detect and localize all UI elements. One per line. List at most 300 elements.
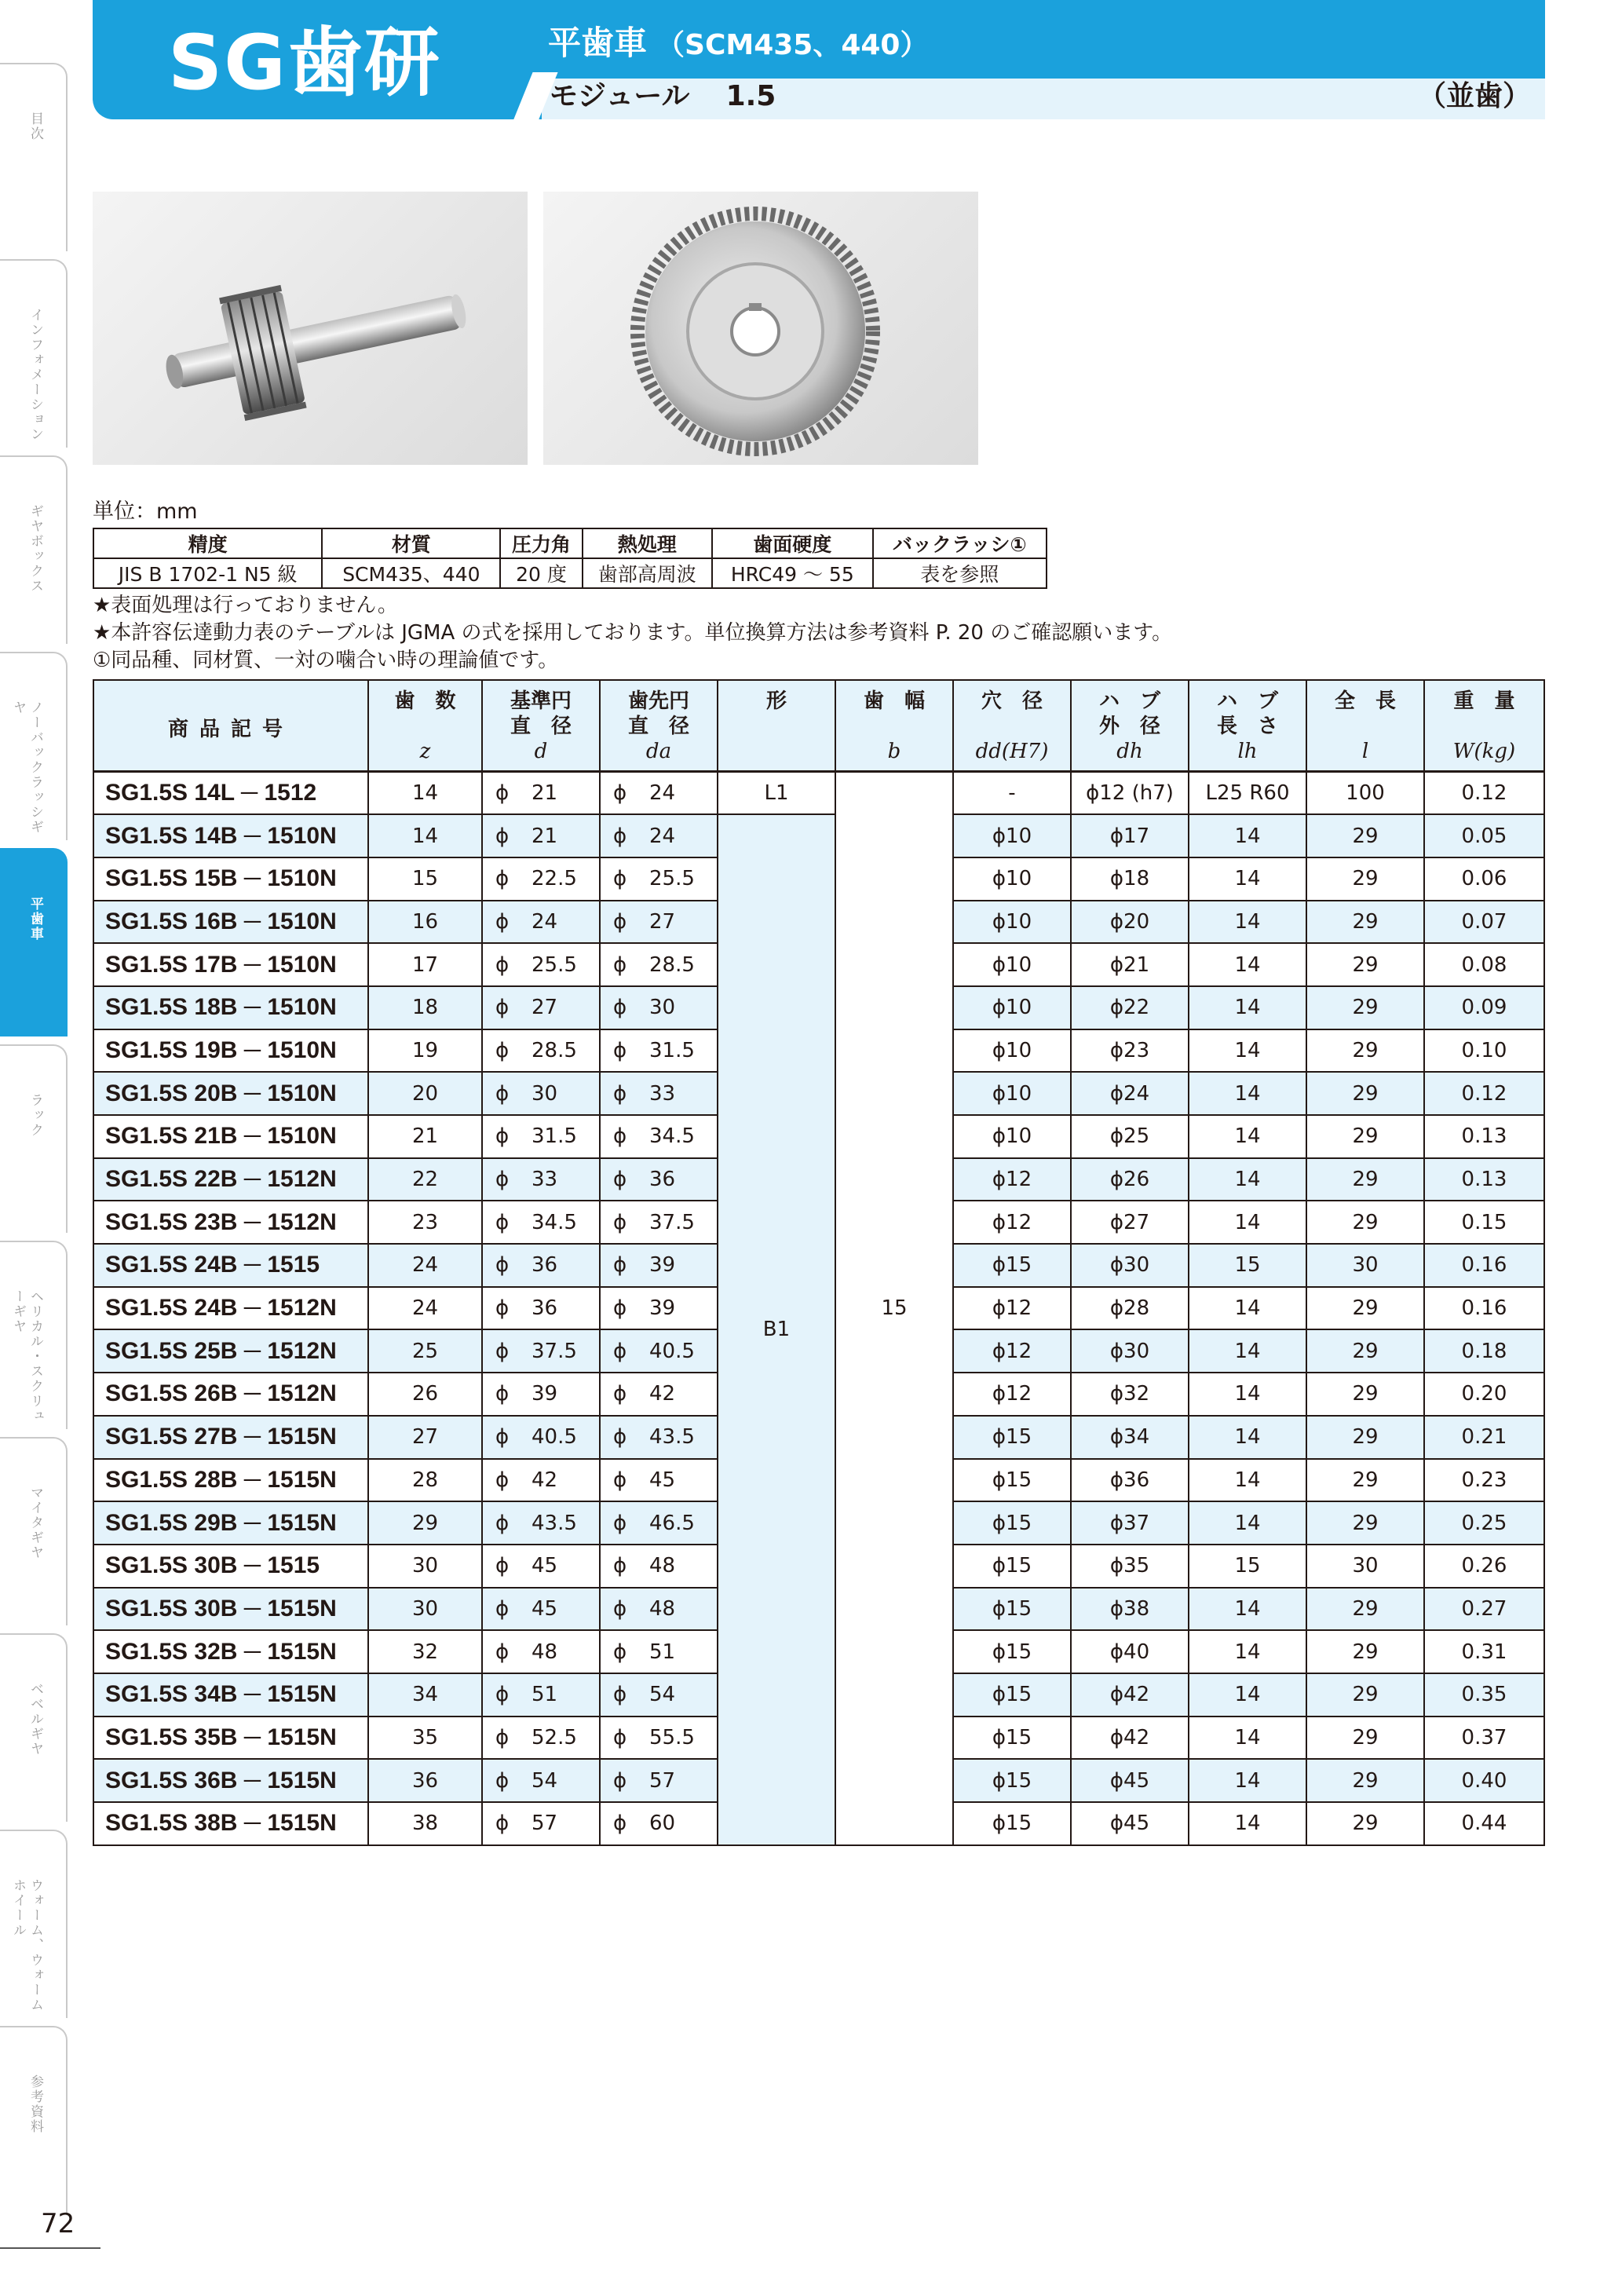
cell-weight: 0.21: [1424, 1416, 1544, 1459]
cell-value: 24: [649, 781, 676, 806]
page-title: SG歯研: [168, 19, 441, 107]
cell-tip-dia: [600, 1244, 718, 1287]
side-tab-5[interactable]: [0, 848, 68, 1036]
symbol-face: b: [835, 739, 953, 772]
cell-value: 28.5: [649, 952, 695, 977]
cell-weight: 0.08: [1424, 943, 1544, 986]
header-pitch-line2: 直 径: [510, 715, 572, 738]
side-tab-4[interactable]: [0, 652, 68, 840]
phi-symbol: ϕ: [495, 1554, 510, 1578]
side-tab-9[interactable]: [0, 1633, 68, 1822]
side-tab-label: ベベルギヤ: [27, 1682, 43, 1757]
cell-tip-dia: [600, 1673, 718, 1717]
phi-symbol: ϕ: [613, 1339, 627, 1363]
cell-tip-dia: [600, 1459, 718, 1502]
cell-length: 29: [1306, 1459, 1424, 1502]
cell-tip-dia: [600, 1416, 718, 1459]
table-row: [93, 772, 1544, 815]
cell-value: 57: [649, 1768, 676, 1793]
cell-bore: ϕ15: [953, 1459, 1071, 1502]
cell-weight: 0.18: [1424, 1329, 1544, 1373]
cell-code: SG1.5S 19B ─ 1510N: [93, 1029, 368, 1073]
cell-bore: ϕ10: [953, 814, 1071, 857]
cell-value: 42: [532, 1468, 558, 1492]
cell-hub-len: 14: [1189, 814, 1306, 857]
side-tab-2[interactable]: [0, 259, 68, 448]
cell-value: 54: [649, 1683, 676, 1707]
header-tip-line1: 歯先円: [627, 689, 689, 713]
cell-hub-od: ϕ37: [1071, 1501, 1189, 1545]
spur-gear-photo: [543, 192, 978, 465]
cell-bore: ϕ10: [953, 1115, 1071, 1158]
cell-tip-dia: [600, 1501, 718, 1545]
cell-weight: 0.10: [1424, 1029, 1544, 1073]
cell-value: 33: [649, 1081, 676, 1106]
cell-pitch-dia: [482, 1501, 600, 1545]
phi-symbol: ϕ: [495, 1425, 510, 1450]
header-teeth: 歯 数: [368, 680, 482, 739]
cell-weight: 0.05: [1424, 814, 1544, 857]
cell-hub-len: 14: [1189, 1588, 1306, 1631]
cell-value: 45: [649, 1468, 676, 1492]
cell-length: 29: [1306, 943, 1424, 986]
cell-code: SG1.5S 16B ─ 1510N: [93, 901, 368, 944]
cell-code: SG1.5S 21B ─ 1510N: [93, 1115, 368, 1158]
cell-bore: ϕ10: [953, 986, 1071, 1029]
cell-tip-dia: [600, 1072, 718, 1115]
cell-hub-len: 14: [1189, 1416, 1306, 1459]
table-header-row: [93, 680, 1544, 739]
cell-tip-dia: [600, 1329, 718, 1373]
cell-code: SG1.5S 34B ─ 1515N: [93, 1673, 368, 1717]
cell-hub-len: 14: [1189, 1201, 1306, 1244]
cell-value: 42: [649, 1382, 676, 1406]
cell-length: 29: [1306, 814, 1424, 857]
cell-hub-od: ϕ26: [1071, 1158, 1189, 1201]
cell-pitch-dia: [482, 772, 600, 815]
cell-teeth: 38: [368, 1802, 482, 1845]
cell-value: 34.5: [532, 1210, 577, 1234]
cell-bore: ϕ12: [953, 1158, 1071, 1201]
side-tab-label: 目次: [27, 112, 43, 141]
cell-value: 46.5: [649, 1511, 695, 1535]
cell-code: SG1.5S 30B ─ 1515: [93, 1545, 368, 1588]
cell-pitch-dia: [482, 1717, 600, 1760]
cell-face-width: 15: [835, 772, 953, 1845]
header-tip-line2: 直 径: [627, 715, 689, 738]
phi-symbol: ϕ: [613, 1725, 627, 1749]
phi-symbol: ϕ: [613, 1511, 627, 1535]
cell-hub-len: 15: [1189, 1545, 1306, 1588]
spec-value-cell: HRC49 ～ 55: [712, 558, 873, 588]
cell-shape: L1: [718, 772, 835, 815]
cell-hub-od: ϕ27: [1071, 1201, 1189, 1244]
cell-weight: 0.06: [1424, 857, 1544, 901]
cell-value: 31.5: [649, 1038, 695, 1062]
cell-bore: ϕ10: [953, 943, 1071, 986]
cell-pitch-dia: [482, 1244, 600, 1287]
side-tab-6[interactable]: [0, 1044, 68, 1233]
cell-value: 51: [532, 1683, 558, 1707]
phi-symbol: ϕ: [495, 1124, 510, 1149]
cell-tip-dia: [600, 1115, 718, 1158]
header-bore: 穴 径: [953, 680, 1071, 739]
side-tab-11[interactable]: [0, 2026, 68, 2214]
cell-value: 30: [649, 996, 676, 1020]
cell-value: 57: [532, 1812, 558, 1836]
cell-bore: ϕ15: [953, 1802, 1071, 1845]
cell-hub-len: 14: [1189, 1329, 1306, 1373]
phi-symbol: ϕ: [613, 1425, 627, 1450]
side-tab-1[interactable]: [0, 63, 68, 251]
cell-value: 27: [649, 909, 676, 934]
cell-code: SG1.5S 30B ─ 1515N: [93, 1588, 368, 1631]
cell-value: 25.5: [649, 867, 695, 891]
cell-hub-od: ϕ45: [1071, 1759, 1189, 1802]
symbol-shape: [718, 739, 835, 772]
cell-weight: 0.27: [1424, 1588, 1544, 1631]
cell-hub-len: 14: [1189, 1115, 1306, 1158]
spec-header-cell: バックラッシ①: [873, 528, 1047, 558]
cell-tip-dia: [600, 1588, 718, 1631]
cell-bore: ϕ12: [953, 1287, 1071, 1330]
header-hub-od: [1071, 680, 1189, 739]
symbol-tip: da: [600, 739, 718, 772]
cell-hub-len: 14: [1189, 1501, 1306, 1545]
cell-hub-od: ϕ18: [1071, 857, 1189, 901]
phi-symbol: ϕ: [495, 1725, 510, 1749]
cell-value: 33: [532, 1168, 558, 1192]
symbol-pitch: d: [482, 739, 600, 772]
phi-symbol: ϕ: [495, 1382, 510, 1406]
cell-length: 29: [1306, 1802, 1424, 1845]
cell-value: 24: [532, 909, 558, 934]
cell-length: 29: [1306, 1717, 1424, 1760]
page-number-rule: [0, 2247, 100, 2249]
side-tab-10[interactable]: [0, 1830, 68, 2018]
cell-weight: 0.44: [1424, 1802, 1544, 1845]
header-hub-len: [1189, 680, 1306, 739]
cell-weight: 0.09: [1424, 986, 1544, 1029]
phi-symbol: ϕ: [495, 1210, 510, 1234]
cell-value: 45: [532, 1596, 558, 1621]
cell-pitch-dia: [482, 943, 600, 986]
cell-tip-dia: [600, 1545, 718, 1588]
cell-hub-len: L25 R60: [1189, 772, 1306, 815]
header-face: 歯 幅: [835, 680, 953, 739]
cell-code: SG1.5S 24B ─ 1512N: [93, 1287, 368, 1330]
cell-hub-len: 14: [1189, 1072, 1306, 1115]
phi-symbol: ϕ: [613, 1554, 627, 1578]
cell-pitch-dia: [482, 1287, 600, 1330]
cell-code: SG1.5S 22B ─ 1512N: [93, 1158, 368, 1201]
side-tab-3[interactable]: [0, 455, 68, 644]
cell-teeth: 20: [368, 1072, 482, 1115]
symbol-teeth: z: [368, 739, 482, 772]
cell-bore: ϕ12: [953, 1373, 1071, 1416]
spec-value-cell: 表を参照: [873, 558, 1047, 588]
cell-teeth: 30: [368, 1588, 482, 1631]
phi-symbol: ϕ: [613, 1124, 627, 1149]
cell-hub-od: ϕ12 (h7): [1071, 772, 1189, 815]
side-tab-label: ノーバックラッシギヤ: [10, 700, 43, 835]
phi-symbol: ϕ: [495, 781, 510, 806]
cell-pitch-dia: [482, 1416, 600, 1459]
side-tab-7[interactable]: [0, 1241, 68, 1429]
cell-pitch-dia: [482, 1201, 600, 1244]
cell-tip-dia: [600, 1759, 718, 1802]
header-hub-od-line1: ハ ブ: [1098, 689, 1160, 713]
cell-teeth: 18: [368, 986, 482, 1029]
cell-value: 60: [649, 1812, 676, 1836]
note-1: ★表面処理は行っておりません。: [93, 594, 398, 617]
phi-symbol: ϕ: [495, 1640, 510, 1664]
cell-weight: 0.12: [1424, 1072, 1544, 1115]
phi-symbol: ϕ: [613, 909, 627, 934]
cell-bore: ϕ10: [953, 1029, 1071, 1073]
cell-hub-len: 14: [1189, 1459, 1306, 1502]
module-heading: [550, 77, 776, 116]
phi-symbol: ϕ: [495, 1468, 510, 1492]
cell-length: 30: [1306, 1545, 1424, 1588]
symbol-weight: W(kg): [1424, 739, 1544, 772]
cell-length: 29: [1306, 1329, 1424, 1373]
cell-hub-len: 14: [1189, 901, 1306, 944]
cell-weight: 0.13: [1424, 1158, 1544, 1201]
cell-weight: 0.23: [1424, 1459, 1544, 1502]
product-heading: [548, 24, 928, 65]
phi-symbol: ϕ: [495, 1168, 510, 1192]
table-row: [93, 814, 1544, 857]
spec-value-cell: SCM435、440: [322, 558, 500, 588]
cell-bore: ϕ15: [953, 1673, 1071, 1717]
phi-symbol: ϕ: [613, 1296, 627, 1321]
cell-bore: ϕ15: [953, 1501, 1071, 1545]
cell-hub-len: 14: [1189, 1759, 1306, 1802]
cell-length: 29: [1306, 1373, 1424, 1416]
cell-value: 28.5: [532, 1038, 577, 1062]
symbol-length: l: [1306, 739, 1424, 772]
cell-code: SG1.5S 36B ─ 1515N: [93, 1759, 368, 1802]
phi-symbol: ϕ: [495, 1339, 510, 1363]
cell-code: SG1.5S 35B ─ 1515N: [93, 1717, 368, 1760]
cell-hub-od: ϕ32: [1071, 1373, 1189, 1416]
side-tab-label: ギヤボックス: [27, 504, 43, 594]
cell-value: 54: [532, 1768, 558, 1793]
spec-value-cell: 20 度: [500, 558, 582, 588]
cell-value: 34.5: [649, 1124, 695, 1149]
cell-value: 36: [532, 1253, 558, 1278]
phi-symbol: ϕ: [495, 1511, 510, 1535]
cell-hub-od: ϕ30: [1071, 1244, 1189, 1287]
cell-weight: 0.12: [1424, 772, 1544, 815]
cell-weight: 0.20: [1424, 1373, 1544, 1416]
cell-pitch-dia: [482, 1588, 600, 1631]
cell-value: 45: [532, 1554, 558, 1578]
phi-symbol: ϕ: [495, 952, 510, 977]
cell-value: 43.5: [532, 1511, 577, 1535]
cell-pitch-dia: [482, 1029, 600, 1073]
cell-hub-od: ϕ25: [1071, 1115, 1189, 1158]
cell-length: 29: [1306, 1501, 1424, 1545]
cell-value: 24: [649, 824, 676, 848]
cell-bore: ϕ15: [953, 1759, 1071, 1802]
cell-tip-dia: [600, 1717, 718, 1760]
cell-hub-len: 14: [1189, 943, 1306, 986]
phi-symbol: ϕ: [613, 1382, 627, 1406]
cell-teeth: 19: [368, 1029, 482, 1073]
cell-tip-dia: [600, 1373, 718, 1416]
cell-tip-dia: [600, 1630, 718, 1673]
cell-hub-len: 14: [1189, 857, 1306, 901]
cell-value: 39: [649, 1253, 676, 1278]
cell-teeth: 21: [368, 1115, 482, 1158]
cell-pitch-dia: [482, 1115, 600, 1158]
cell-tip-dia: [600, 814, 718, 857]
cell-hub-len: 14: [1189, 1287, 1306, 1330]
cell-teeth: 26: [368, 1373, 482, 1416]
cell-code: SG1.5S 14L ─ 1512: [93, 772, 368, 815]
cell-code: SG1.5S 38B ─ 1515N: [93, 1802, 368, 1845]
cell-value: 25.5: [532, 952, 577, 977]
spec-header-row: [93, 528, 1047, 558]
cell-teeth: 23: [368, 1201, 482, 1244]
cell-teeth: 32: [368, 1630, 482, 1673]
cell-value: 48: [649, 1596, 676, 1621]
cell-value: 30: [532, 1081, 558, 1106]
phi-symbol: ϕ: [613, 952, 627, 977]
cell-length: 100: [1306, 772, 1424, 815]
cell-length: 29: [1306, 1115, 1424, 1158]
cell-hub-len: 14: [1189, 986, 1306, 1029]
cell-weight: 0.37: [1424, 1717, 1544, 1760]
cell-value: 39: [649, 1296, 676, 1321]
cell-hub-od: ϕ42: [1071, 1717, 1189, 1760]
cell-pitch-dia: [482, 986, 600, 1029]
cell-length: 29: [1306, 1630, 1424, 1673]
phi-symbol: ϕ: [613, 1768, 627, 1793]
cell-value: 36: [649, 1168, 676, 1192]
cell-code: SG1.5S 28B ─ 1515N: [93, 1459, 368, 1502]
cell-tip-dia: [600, 1201, 718, 1244]
phi-symbol: ϕ: [495, 1596, 510, 1621]
cell-length: 29: [1306, 1158, 1424, 1201]
phi-symbol: ϕ: [613, 1210, 627, 1234]
cell-value: 37.5: [532, 1339, 577, 1363]
side-tab-label: ラック: [27, 1093, 43, 1138]
cell-pitch-dia: [482, 1373, 600, 1416]
cell-teeth: 16: [368, 901, 482, 944]
cell-pitch-dia: [482, 1158, 600, 1201]
phi-symbol: ϕ: [613, 1468, 627, 1492]
header-pitch-line1: 基準円: [510, 689, 572, 713]
spec-header-cell: 圧力角: [500, 528, 582, 558]
cell-value: 27: [532, 996, 558, 1020]
cell-value: 43.5: [649, 1425, 695, 1450]
shaft-gear-illustration: [93, 192, 528, 465]
cell-hub-od: ϕ23: [1071, 1029, 1189, 1073]
cell-teeth: 27: [368, 1416, 482, 1459]
cell-hub-len: 14: [1189, 1673, 1306, 1717]
side-tab-label: インフォメーション: [27, 308, 43, 442]
phi-symbol: ϕ: [495, 1296, 510, 1321]
cell-code: SG1.5S 15B ─ 1510N: [93, 857, 368, 901]
cell-hub-od: ϕ42: [1071, 1673, 1189, 1717]
header-code: 商品記号: [93, 680, 368, 772]
cell-shape: B1: [718, 814, 835, 1845]
spec-table: [93, 528, 1047, 589]
phi-symbol: ϕ: [613, 1168, 627, 1192]
cell-bore: ϕ12: [953, 1329, 1071, 1373]
cell-teeth: 36: [368, 1759, 482, 1802]
cell-value: 31.5: [532, 1124, 577, 1149]
side-tab-8[interactable]: [0, 1437, 68, 1625]
cell-teeth: 24: [368, 1287, 482, 1330]
cell-weight: 0.35: [1424, 1673, 1544, 1717]
note-2: ★本許容伝達動力表のテーブルは JGMA の式を採用しております。単位換算方法は参考資料 P. 20 のご確認願います。: [93, 621, 1173, 645]
cell-bore: ϕ12: [953, 1201, 1071, 1244]
cell-value: 37.5: [649, 1210, 695, 1234]
cell-length: 29: [1306, 1072, 1424, 1115]
cell-hub-od: ϕ22: [1071, 986, 1189, 1029]
cell-weight: 0.15: [1424, 1201, 1544, 1244]
phi-symbol: ϕ: [495, 824, 510, 848]
cell-length: 29: [1306, 1287, 1424, 1330]
spec-value-row: [93, 558, 1047, 588]
side-tab-label: ヘリカル・スクリューギヤ: [10, 1289, 43, 1424]
spur-gear-illustration: [543, 192, 978, 465]
cell-tip-dia: [600, 986, 718, 1029]
cell-value: 39: [532, 1382, 558, 1406]
cell-pitch-dia: [482, 1329, 600, 1373]
cell-hub-od: ϕ30: [1071, 1329, 1189, 1373]
header-weight: 重 量: [1424, 680, 1544, 739]
cell-hub-len: 14: [1189, 1717, 1306, 1760]
cell-hub-od: ϕ45: [1071, 1802, 1189, 1845]
phi-symbol: ϕ: [495, 1081, 510, 1106]
phi-symbol: ϕ: [613, 1596, 627, 1621]
phi-symbol: ϕ: [613, 1081, 627, 1106]
cell-code: SG1.5S 27B ─ 1515N: [93, 1416, 368, 1459]
header-hub-len-line1: ハ ブ: [1216, 689, 1278, 713]
cell-bore: ϕ10: [953, 1072, 1071, 1115]
cell-code: SG1.5S 23B ─ 1512N: [93, 1201, 368, 1244]
cell-weight: 0.07: [1424, 901, 1544, 944]
phi-symbol: ϕ: [495, 909, 510, 934]
cell-tip-dia: [600, 901, 718, 944]
cell-tip-dia: [600, 1287, 718, 1330]
cell-hub-len: 14: [1189, 1373, 1306, 1416]
tooth-type: （並歯）: [1417, 80, 1531, 112]
cell-value: 36: [532, 1296, 558, 1321]
phi-symbol: ϕ: [613, 1812, 627, 1836]
phi-symbol: ϕ: [613, 1683, 627, 1707]
cell-pitch-dia: [482, 1630, 600, 1673]
cell-pitch-dia: [482, 1673, 600, 1717]
cell-pitch-dia: [482, 857, 600, 901]
phi-symbol: ϕ: [613, 824, 627, 848]
cell-tip-dia: [600, 1158, 718, 1201]
cell-value: 40.5: [649, 1339, 695, 1363]
cell-tip-dia: [600, 943, 718, 986]
cell-value: 40.5: [532, 1425, 577, 1450]
cell-code: SG1.5S 32B ─ 1515N: [93, 1630, 368, 1673]
cell-teeth: 24: [368, 1244, 482, 1287]
cell-weight: 0.16: [1424, 1244, 1544, 1287]
symbol-hub-len: lh: [1189, 739, 1306, 772]
cell-hub-len: 15: [1189, 1244, 1306, 1287]
product-type: 平歯車: [548, 24, 648, 62]
